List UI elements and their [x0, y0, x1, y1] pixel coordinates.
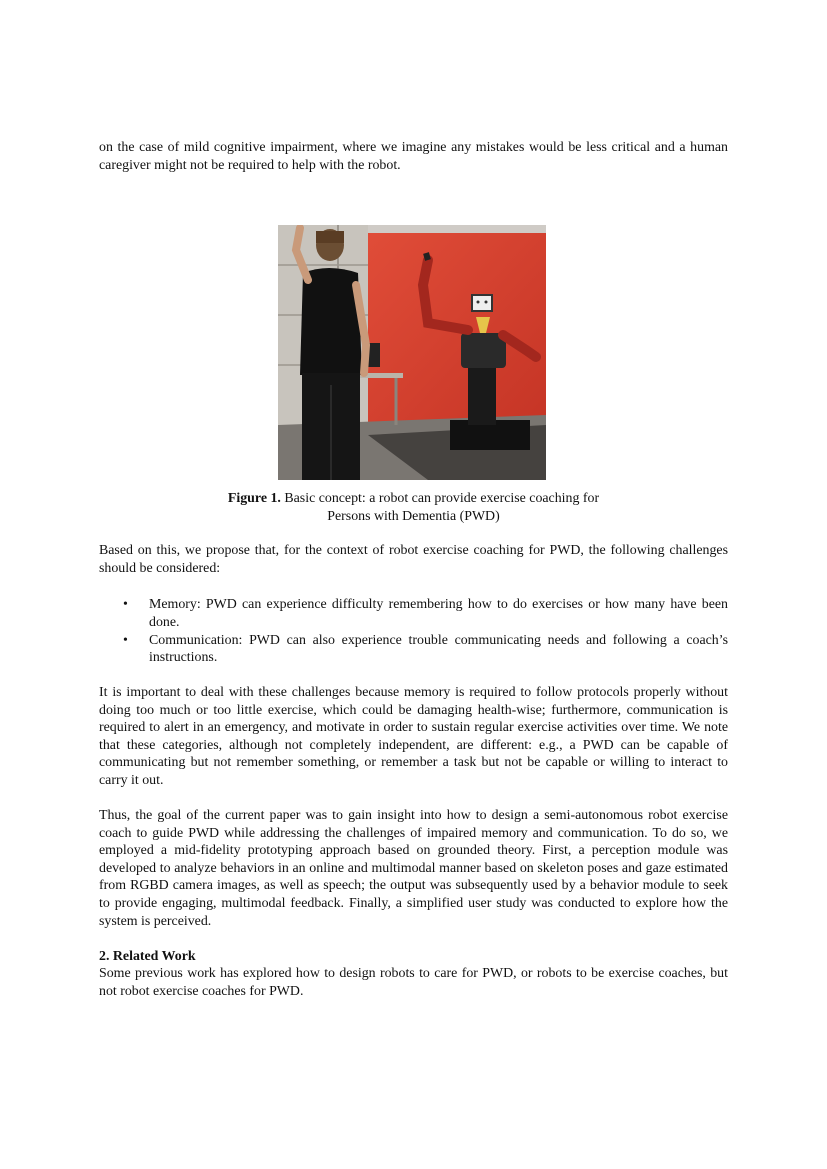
intro-paragraph: on the case of mild cognitive impairment, where we imagine any mistakes would be less critical and a human caregiver might not be required to help with the robot. — [99, 140, 728, 173]
bullet-icon: • — [123, 597, 128, 612]
challenges-paragraph: It is important to deal with these challenges because memory is required to follow protocols properly without doing too much or too little exercise, which could be damaging health-wise; furthermore, communication is required to alert in an emergency, and motivate in order to sustain regular exercise activities over time. We note that these categories, although not completely independent, are different: e.g., a PWD can be capable of communicating but not remember something, or remember a task but not be capable or willing to interact to carry it out. — [99, 685, 728, 788]
proposal-paragraph: Based on this, we propose that, for the context of robot exercise coaching for PWD, the following challenges should be considered: — [99, 543, 728, 576]
caption-line-1: Basic concept: a robot can provide exercise coaching for — [284, 491, 600, 506]
section-heading: 2. Related Work — [99, 949, 196, 964]
figure-caption — [99, 490, 728, 525]
goal-paragraph: Thus, the goal of the current paper was to gain insight into how to design a semi-autonomous robot exercise coach to guide PWD while addressing the challenges of impaired memory and communication. To do so, we employed a mid-fidelity prototyping approach based on grounded theory. First, a perception module was developed to analyze behaviors in an online and multimodal manner based on skeleton poses and gaze estimated from RGBD camera images, as well as speech; the output was subsequently used by a behavior module to seek to provide engaging, multimodal feedback. Finally, a simplified user study was conducted to explore how the system is perceived. — [99, 808, 728, 929]
robot-pedestal — [468, 365, 496, 425]
caption-line-2: Persons with Dementia (PWD) — [327, 508, 500, 524]
robot-screen — [472, 295, 492, 311]
figure-label: Figure 1. — [227, 491, 281, 506]
robot-coaching-photo — [278, 225, 546, 480]
list-item-text: Memory: PWD can experience difficulty remembering how to do exercises or how many have been done. — [149, 597, 728, 630]
list-item-text: Communication: PWD can also experience trouble communicating needs and following a coach’s instructions. — [149, 632, 728, 666]
bullet-icon: • — [123, 632, 128, 648]
list-item — [99, 596, 728, 631]
list-item — [99, 632, 728, 667]
related-work-paragraph: Some previous work has explored how to design robots to care for PWD, or robots to be exercise coaches, but not robot exercise coaches for PWD. — [99, 966, 728, 999]
figure-photo — [278, 225, 546, 480]
page-body — [99, 139, 728, 999]
challenge-list — [99, 596, 728, 667]
